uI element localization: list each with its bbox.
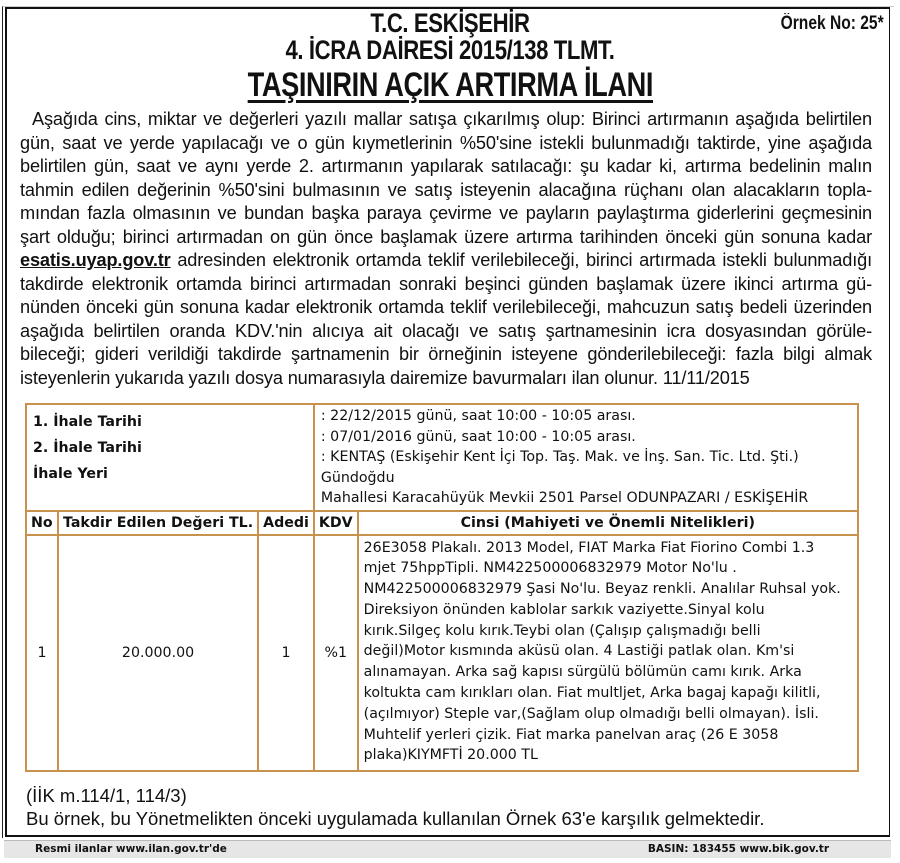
announcement-title: TAŞINIRIN AÇIK ARTIRMA İLANI [247, 66, 653, 104]
cell-quantity: 1 [258, 535, 314, 772]
esatis-link[interactable]: esatis.uyap.gov.tr [20, 250, 171, 270]
footer-official-ads: Resmi ilanlar www.ilan.gov.tr'de [35, 843, 227, 855]
court-office-case: 4. İCRA DAİRESİ 2015/138 TLMT. [285, 35, 615, 65]
body-line: isteyenlerin yukarıda yazılı dosya numarasıyla dairemize bavurmaları ilan olunur. 11/11/2015 [20, 367, 750, 388]
auction-place-label: İhale Yeri [33, 466, 108, 482]
footnote [26, 784, 764, 830]
description-line: plaka)KIYMFTİ 20.000 TL [363, 747, 538, 764]
auction-info-values [314, 404, 858, 511]
auction-table [25, 403, 859, 772]
auction-info-labels [26, 404, 314, 511]
table-header-row [26, 511, 858, 535]
second-auction-date-value: : 07/01/2016 günü, saat 10:00 - 10:05 arası. [320, 428, 636, 445]
cell-value: 20.000.00 [58, 535, 258, 772]
description-line: kırık.Silgeç kolu kırık.Teybi olan (Çalışıp çalışmadığı belli [363, 622, 761, 639]
body-line: mından fazla olmasının ve bundan başka paraya çevirme ve payların paylaştırma giderlerini geçmesinin [20, 203, 872, 223]
cell-kdv: %1 [314, 535, 358, 772]
col-header-no: No [26, 511, 58, 535]
footer-press-id: BASIN: 183455 www.bik.gov.tr [647, 843, 829, 855]
body-line: bileceği; gideri verildiği takdirde şartnamenin bir örneğinin isteyene gönderilebileceği: fazla bilgi almak [20, 344, 872, 364]
col-header-value: Takdir Edilen Değeri TL. [58, 511, 258, 535]
description-line: NM422500006832979 Şasi No'lu. Beyaz renkli. Analılar Ruhsal yok. [363, 581, 841, 598]
body-line: Aşağıda cins, miktar ve değerleri yazılı mallar satışa çıkarılmış olup: Birinci artırmanın aşağıda belirtilen [32, 109, 872, 129]
body-line-with-link [20, 249, 872, 273]
footer-bar [4, 840, 891, 858]
auction-place-value: : KENTAŞ (Eskişehir Kent İçi Top. Taş. Mak. ve İnş. San. Tic. Ltd. Şti.) Gündoğdu [320, 449, 799, 486]
body-line: şart olduğu; birinci artırmadan on gün önce başlamak üzere artırma tarihinden önceki gün sonuna kadar [20, 226, 872, 247]
description-line: koltukta cam kırıkları olan. Fiat multljet, Arka bagaj kapağı kilitli, [363, 685, 821, 702]
first-auction-date-value: : 22/12/2015 günü, saat 10:00 - 10:05 arası. [320, 408, 636, 424]
auction-place-value-cont: Mahallesi Karacahüyük Mevkii 2501 Parsel ODUNPAZARI / ESKİŞEHİR [320, 490, 809, 506]
cell-description [358, 535, 858, 772]
body-line: nünden önceki gün sonuna kadar elektronik ortamda teklif verilebileceği, mahcuzun satış bedeli üzerinden [20, 297, 872, 317]
body-line: belirtilen gün, saat ve aynı yerde 2. artırmanın yapılarak satılacağı: şu kadar ki, artırma bedelinin malın [20, 156, 872, 176]
description-line: (açılmıyor) Steple var,(Sağlam olup olmadığı belli olmayan). İsli. [363, 705, 819, 722]
body-line: takdirde elektronik ortamda birinci artırmadan sonraki beşinci günden başlamak üzere ikinci artırma gü- [20, 273, 872, 294]
court-city: T.C. ESKİŞEHİR [370, 8, 530, 38]
sample-note: Bu örnek, bu Yönetmelikten önceki uygulamada kullanılan Örnek 63'e karşılık gelmektedir. [26, 808, 765, 829]
description-line: Muhtelif yerleri çizik. Fiat marka panelvan araç (26 E 3058 [363, 726, 779, 743]
legal-reference: (İİK m.114/1, 114/3) [26, 785, 187, 806]
description-line: alınamayan. Arka sağ kapısı sürgülü bölümün camı kırık. Arka [363, 664, 802, 681]
body-line: gün, saat ve yerde yapılacağı ve o gün kıymetlerinin %50'sine istekli bulunmadığı taktirde, yine aşağıda [20, 132, 872, 153]
second-auction-date-label: 2. İhale Tarihi [33, 440, 142, 456]
description-line: Direksiyon önünden kablolar sarkık vaziyette.Sinyal kolu [363, 601, 765, 618]
body-line: tahmin edilen değerinin %50'sini bulmasının ve satış isteyenin alacağına rüçhanı olan alacakların topla- [20, 179, 872, 200]
col-header-quantity: Adedi [258, 511, 314, 535]
sample-number: Örnek No: 25* [780, 13, 884, 34]
announcement-header [0, 10, 900, 104]
col-header-description: Cinsi (Mahiyeti ve Önemli Nitelikleri) [358, 511, 858, 535]
col-header-kdv: KDV [314, 511, 358, 535]
cell-no: 1 [26, 535, 58, 772]
description-line: değil)Motor kısmında aküsü olan. 4 Lastiği patlak olan. Km'si [363, 643, 795, 660]
description-line: 26E3058 Plakalı. 2013 Model, FIAT Marka Fiat Fiorino Combi 1.3 [363, 539, 815, 556]
auction-info-row [26, 404, 858, 511]
description-line: mjet 75hppTipli. NM422500006832979 Motor No'lu . [363, 560, 737, 577]
body-line-rest: adresinden elektronik ortamda teklif verilebileceği, birinci artırmada istekli bulunmadığı [170, 250, 872, 270]
first-auction-date-label: 1. İhale Tarihi [33, 414, 142, 430]
body-line: aşağıda belirtilen oranda KDV.'nin alıcıya ait olacağı ve satış şartnamesinin icra dosyasından görüle- [20, 320, 872, 341]
announcement-body [20, 108, 872, 390]
table-row [26, 535, 858, 772]
